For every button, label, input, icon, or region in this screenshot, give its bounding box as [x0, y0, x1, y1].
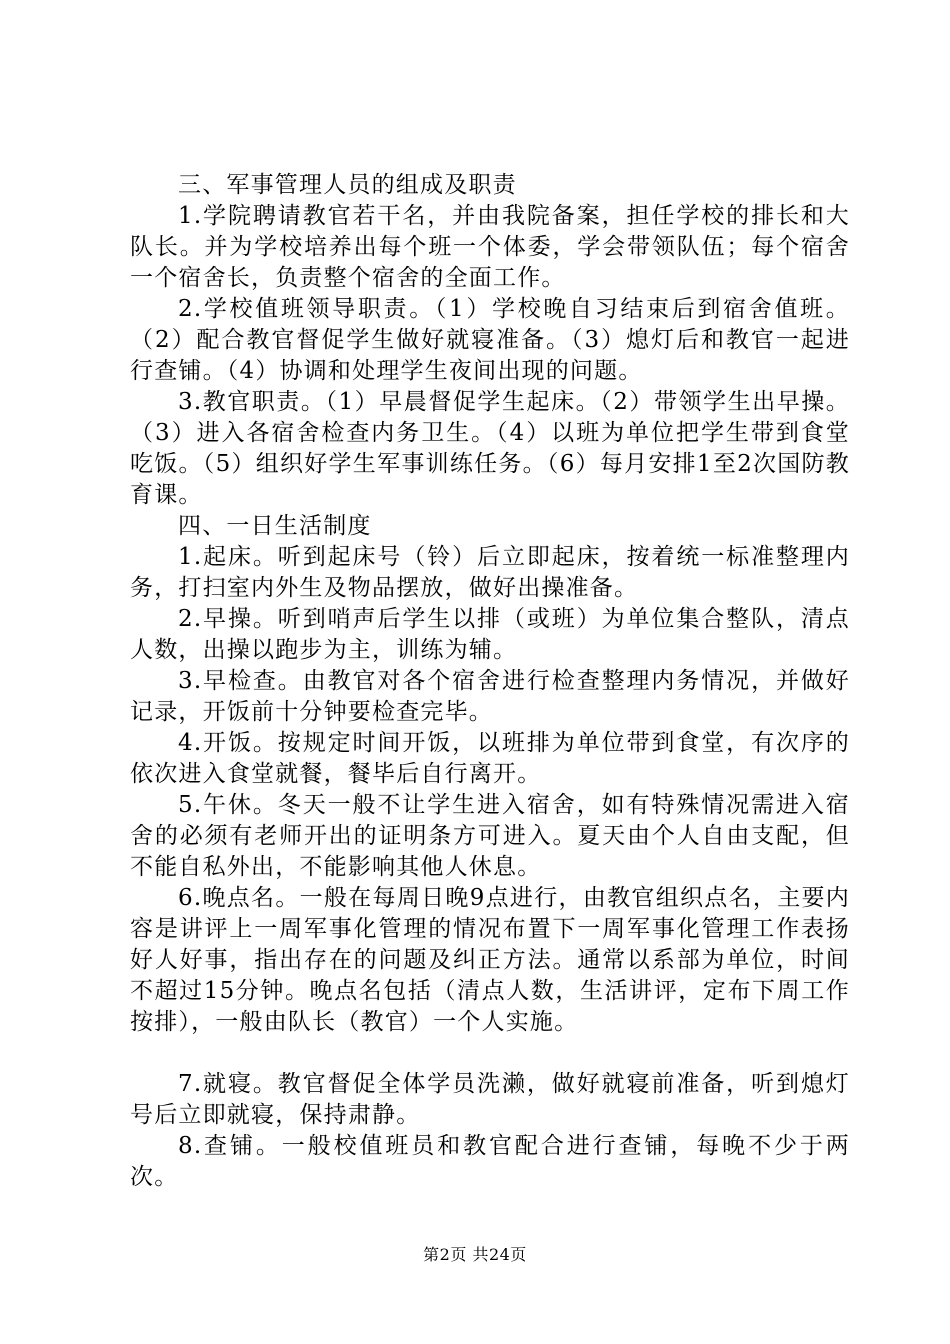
paragraph-4-8: 8.查铺。一般校值班员和教官配合进行查铺，每晚不少于两次。 — [130, 1133, 850, 1190]
section-heading-three: 三、军事管理人员的组成及职责 — [178, 172, 517, 198]
document-body — [130, 170, 850, 1193]
paragraph-4-4: 4.开饭。按规定时间开饭，以班排为单位带到食堂，有次序的依次进入食堂就餐，餐毕后自行离开。 — [130, 730, 850, 787]
paragraph-1: 1.学院聘请教官若干名，并由我院备案，担任学校的排长和大队长。并为学校培养出每个班一个体委，学会带领队伍；每个宿舍一个宿舍长，负责整个宿舍的全面工作。 — [130, 203, 850, 291]
paragraph-4-6: 6.晚点名。一般在每周日晚9点进行，由教官组织点名，主要内容是讲评上一周军事化管理的情况布置下一周军事化管理工作表扬好人好事，指出存在的问题及纠正方法。通常以系部为单位，时间不超过15分钟。晚点名包括（清点人数，生活讲评，定布下周工作按排），一般由队长（教官）一个人实施。 — [130, 885, 850, 1035]
paragraph-2: 2.学校值班领导职责。（1）学校晚自习结束后到宿舍值班。（2）配合教官督促学生做好就寝准备。（3）熄灯后和教官一起进行查铺。（4）协调和处理学生夜间出现的问题。 — [130, 296, 850, 384]
page-number-footer: 第2页 共24页 — [423, 1245, 527, 1264]
paragraph-4-7: 7.就寝。教官督促全体学员洗濑，做好就寝前准备，听到熄灯号后立即就寝，保持肃静。 — [130, 1071, 850, 1128]
paragraph-4-3: 3.早检查。由教官对各个宿舍进行检查整理内务情况，并做好记录，开饭前十分钟要检查完毕。 — [130, 668, 850, 725]
section-heading-four: 四、一日生活制度 — [178, 513, 372, 539]
paragraph-4-1: 1.起床。听到起床号（铃）后立即起床，按着统一标准整理内务，打扫室内外生及物品摆放，做好出操准备。 — [130, 544, 850, 601]
paragraph-4-5: 5.午休。冬天一般不让学生进入宿舍，如有特殊情况需进入宿舍的必须有老师开出的证明条方可进入。夏天由个人自由支配，但不能自私外出，不能影响其他人休息。 — [130, 792, 850, 880]
paragraph-3: 3.教官职责。（1）早晨督促学生起床。（2）带领学生出早操。（3）进入各宿舍检查内务卫生。（4）以班为单位把学生带到食堂吃饭。（5）组织好学生军事训练任务。（6）每月安排1至2次国防教育课。 — [130, 389, 850, 508]
paragraph-4-2: 2.早操。听到哨声后学生以排（或班）为单位集合整队，清点人数，出操以跑步为主，训练为辅。 — [130, 606, 850, 663]
